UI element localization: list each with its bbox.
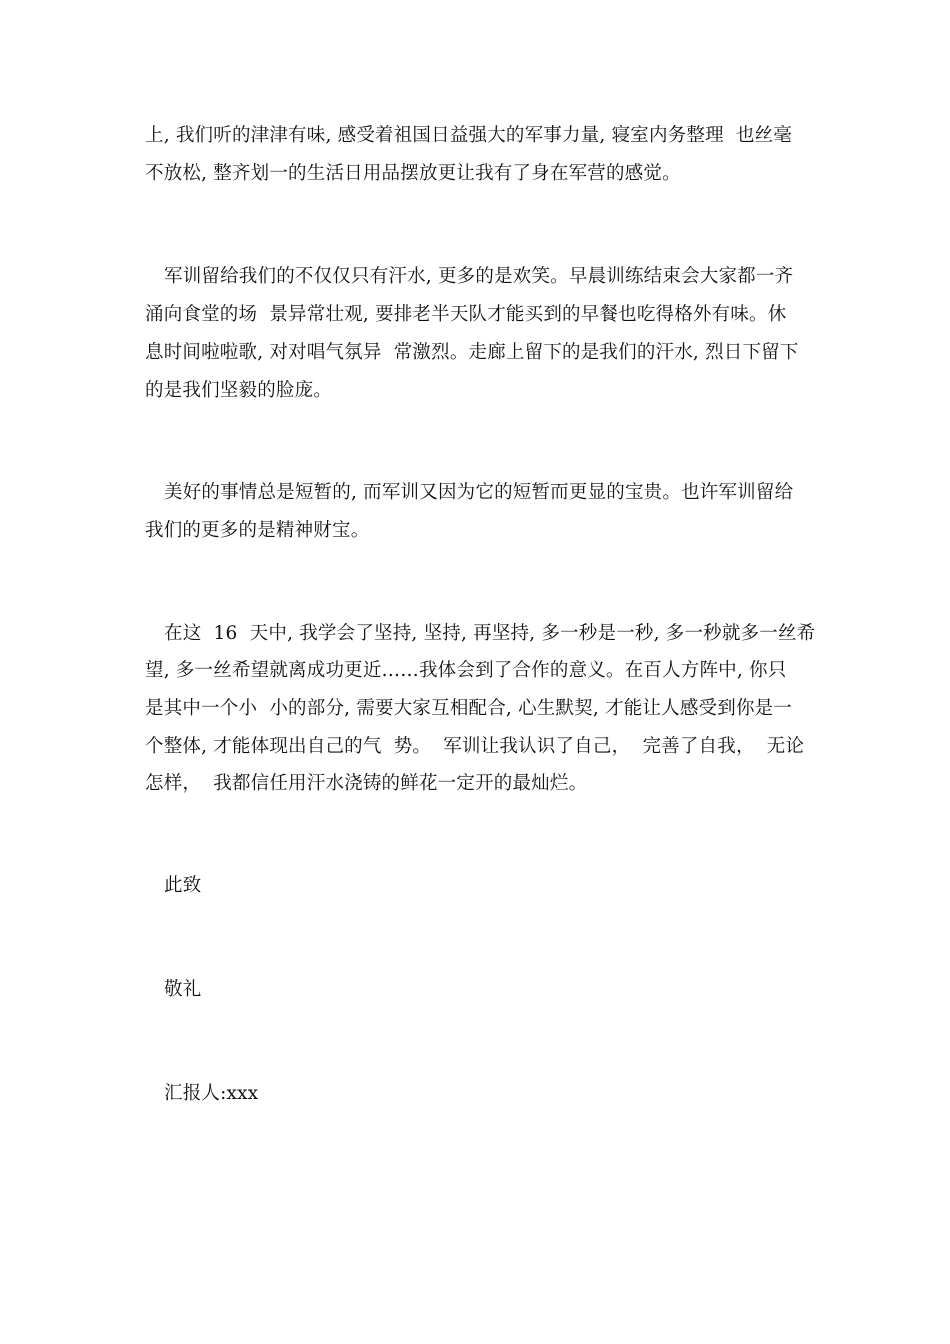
paragraph-4-line-4: 个整体, 才能体现出自己的气 势。 军训让我认识了自己， 完善了自我， 无论 — [145, 736, 805, 757]
paragraph-2-line-4: 的是我们坚毅的脸庞。 — [145, 380, 333, 401]
closing-salutation-1: 此致 — [164, 875, 202, 896]
paragraph-4-line-1: 在这 16 天中, 我学会了坚持, 坚持, 再坚持, 多一秒是一秒, 多一秒就多一丝希 — [164, 623, 816, 644]
paragraph-4-line-3: 是其中一个小 小的部分, 需要大家互相配合, 心生默契, 才能让人感受到你是一 — [145, 698, 793, 719]
paragraph-2-line-1: 军训留给我们的不仅仅只有汗水, 更多的是欢笑。早晨训练结束会大家都一齐 — [164, 266, 794, 287]
paragraph-3-line-1: 美好的事情总是短暂的, 而军训又因为它的短暂而更显的宝贵。也许军训留给 — [164, 482, 794, 503]
paragraph-2-line-2: 涌向食堂的场 景异常壮观, 要排老半天队才能买到的早餐也吃得格外有味。休 — [145, 304, 787, 325]
paragraph-1-line-1: 上, 我们听的津津有味, 感受着祖国日益强大的军事力量, 寝室内务整理 也丝毫 — [145, 125, 793, 146]
paragraph-2-line-3: 息时间啦啦歌, 对对唱气氛异 常激烈。走廊上留下的是我们的汗水, 烈日下留下 — [145, 342, 799, 363]
paragraph-1-line-2: 不放松, 整齐划一的生活日用品摆放更让我有了身在军营的感觉。 — [145, 163, 681, 184]
closing-salutation-2: 敬礼 — [164, 979, 202, 1000]
paragraph-4-line-2: 望, 多一丝希望就离成功更近……我体会到了合作的意义。在百人方阵中, 你只 — [145, 660, 787, 681]
paragraph-3-line-2: 我们的更多的是精神财宝。 — [145, 520, 370, 541]
signature: 汇报人:xxx — [164, 1083, 259, 1104]
paragraph-4-line-5: 怎样， 我都信任用汗水浇铸的鲜花一定开的最灿烂。 — [145, 773, 588, 794]
